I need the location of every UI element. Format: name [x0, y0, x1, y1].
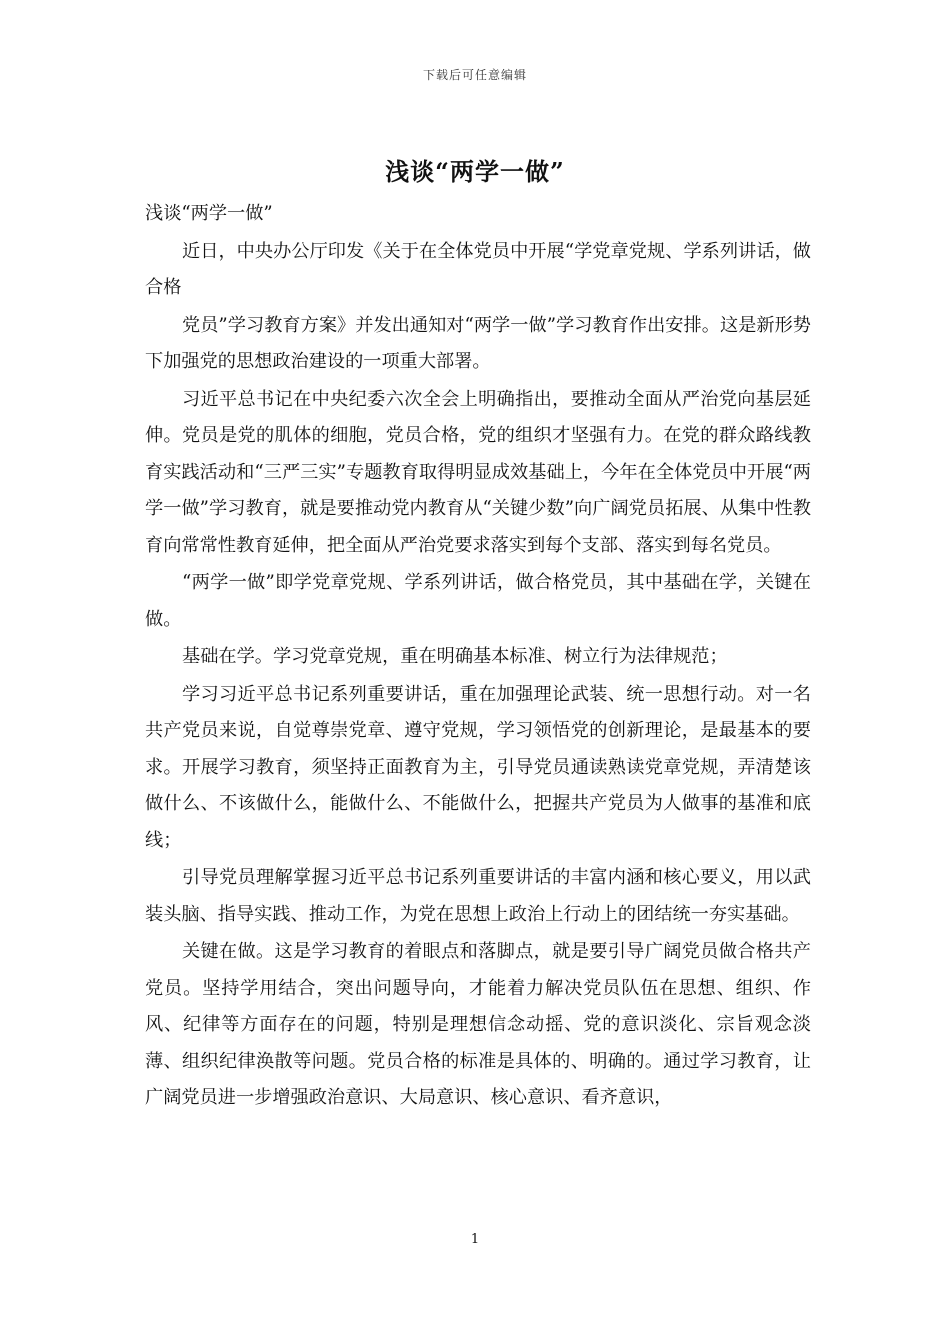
document-body — [145, 196, 811, 1118]
paragraph-4: “两学一做”即学党章党规、学系列讲话，做合格党员，其中基础在学，关键在做。 — [145, 572, 811, 630]
document-title: 浅谈“两学一做” — [385, 157, 565, 186]
page-number: 1 — [470, 1232, 480, 1247]
paragraph-2: 党员”学习教育方案》并发出通知对“两学一做”学习教育作出安排。这是新形势下加强党的思想政治建设的一项重大部署。 — [145, 314, 811, 372]
paragraph-3: 习近平总书记在中央纪委六次全会上明确指出，要推动全面从严治党向基层延伸。党员是党的肌体的细胞，党员合格，党的组织才坚强有力。在党的群众路线教育实践活动和“三严三实”专题教育取得明显成效基础上，今年在全体党员中开展“两学一做”学习教育，就是要推动党内教育从“关键少数”向广阔党员拓展、从集中性教育向常常性教育延伸，把全面从严治党要求落实到每个支部、落实到每名党员。 — [145, 388, 811, 556]
paragraph-6: 学习习近平总书记系列重要讲话，重在加强理论武装、统一思想行动。对一名共产党员来说，自觉尊崇党章、遵守党规，学习领悟党的创新理论，是最基本的要求。开展学习教育，须坚持正面教育为主，引导党员通读熟读党章党规，弄清楚该做什么、不该做什么，能做什么、不能做什么，把握共产党员为人做事的基准和底线； — [145, 683, 811, 851]
page-header-note: 下载后可任意编辑 — [422, 68, 527, 82]
paragraph-1: 近日，中央办公厅印发《关于在全体党员中开展“学党章党规、学系列讲话，做合格 — [145, 240, 811, 298]
paragraph-5: 基础在学。学习党章党规，重在明确基本标准、树立行为法律规范； — [182, 646, 728, 667]
paragraph-0: 浅谈“两学一做” — [145, 203, 273, 224]
paragraph-8: 关键在做。这是学习教育的着眼点和落脚点，就是要引导广阔党员做合格共产党员。坚持学用结合，突出问题导向，才能着力解决党员队伍在思想、组织、作风、纪律等方面存在的问题，特别是理想信念动摇、党的意识淡化、宗旨观念淡薄、组织纪律涣散等问题。党员合格的标准是具体的、明确的。通过学习教育，让广阔党员进一步增强政治意识、大局意识、核心意识、看齐意识， — [145, 941, 811, 1108]
paragraph-7: 引导党员理解掌握习近平总书记系列重要讲话的丰富内涵和核心要义，用以武装头脑、指导实践、推动工作，为党在思想上政治上行动上的团结统一夯实基础。 — [145, 867, 811, 925]
